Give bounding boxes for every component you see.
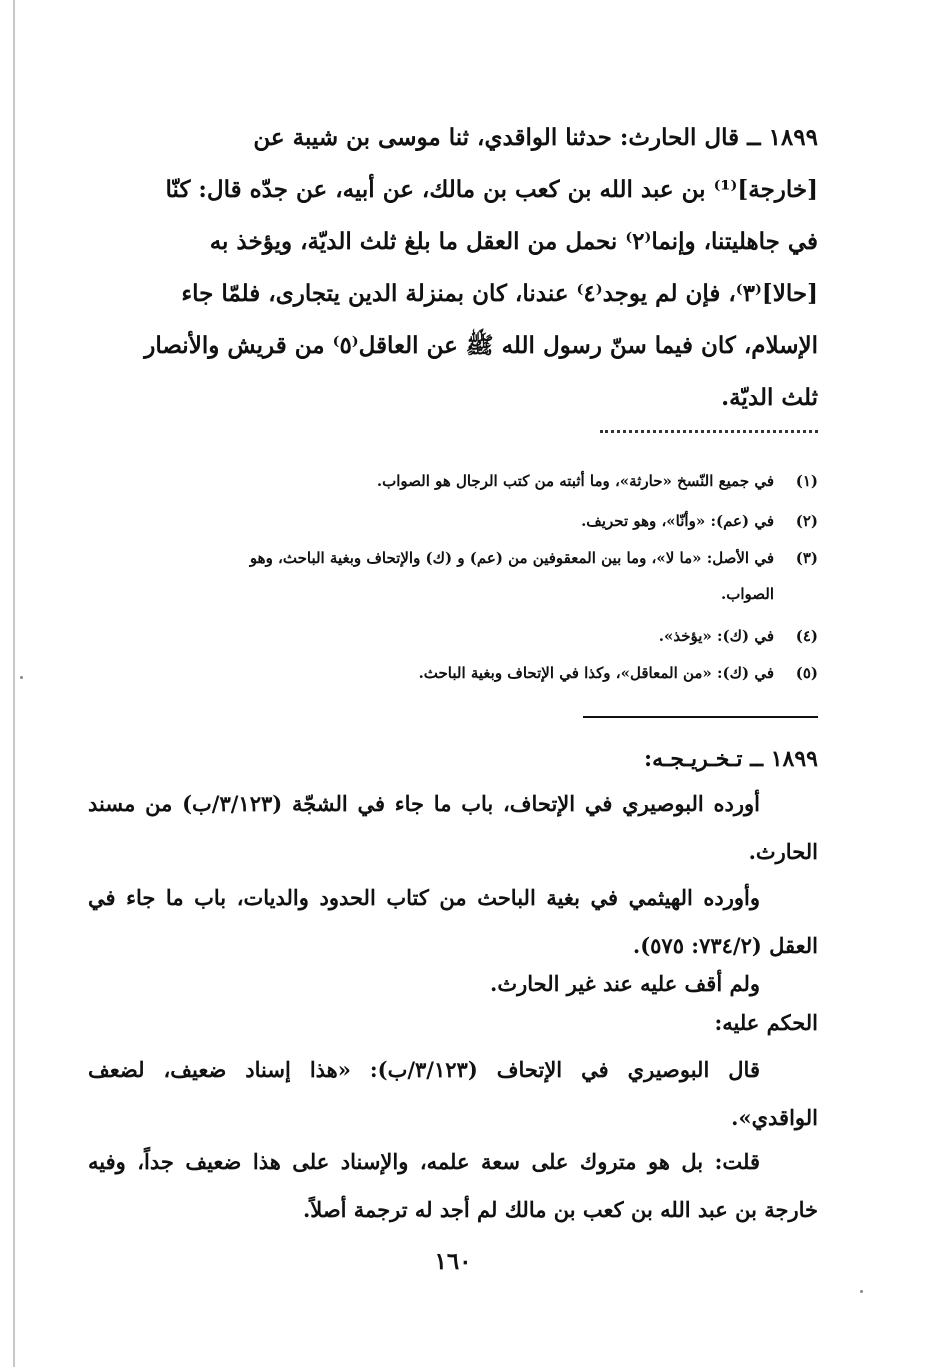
footnote-text: في (ك): «من المعاقل»، وكذا في الإتحاف وبغية الباحث. [418,664,774,682]
hadith-text [88,112,818,424]
hadith-line: في جاهليتنا، وإنما⁽٢⁾ نحمل من العقل ما بلغ ثلث الديّة، ويؤخذ به [209,228,818,255]
scan-margin-line [13,0,15,1367]
footnote-separator [600,430,818,445]
footnote-number: (١) [795,472,818,490]
takhrij-paragraph: وأورده الهيثمي في بغية الباحث من كتاب الحدود والديات، باب ما جاء في العقل (٧٣٤/٢: ٥٧٥). [88,885,818,958]
scan-speck [860,1290,863,1293]
hukm-paragraph: قال البوصيري في الإتحاف (٣/١٢٣/ب): «هذا إسناد ضعيف، لضعف الواقدي». [88,1057,818,1130]
book-page [88,0,818,1367]
footnote-number: (٤) [795,627,818,645]
footnote-continuation: الصواب. [720,585,774,603]
footnote [88,469,818,493]
footnote-text: في (عم): «وأنّا»، وهو تحريف. [581,512,774,530]
hadith-line: [خارجة]⁽¹⁾ بن عبد الله بن كعب بن مالك، عن أبيه، عن جدّه قال: كنّا [165,176,818,203]
takhrij-paragraph: أورده البوصيري في الإتحاف، باب ما جاء في الشجّة (٣/١٢٣/ب) من مسند الحارث. [88,791,818,864]
footnote-text: في الأصل: «ما لا»، وما بين المعقوفين من (عم) و (ك) والإتحاف وبغية الباحث، وهو [249,549,774,567]
footnote [88,509,818,533]
footnote [88,661,818,685]
hadith-line: الإسلام، كان فيما سنّ رسول الله ﷺ عن العاقل⁽٥⁾ من قريش والأنصار [144,332,818,359]
hukm-text: بل هو متروك على سعة علمه، والإسناد على هذا ضعيف جداً، وفيه خارجة بن عبد الله بن كعب بن مالك لم أجد له ترجمة أصلاً. [88,1149,818,1222]
takhrij-heading: ١٨٩٩ ــ تـخـريـجـه: [644,746,818,772]
hadith-line: [حالا]⁽٣⁾، فإن لم يوجد⁽٤⁾ عندنا، كان بمنزلة الدين يتجارى، فلمّا جاء [181,280,818,307]
footnote [88,546,818,606]
hukm-lead: قلت: [714,1149,761,1174]
scan-speck [20,676,23,679]
footnote-text: في (ك): «يؤخذ». [658,627,774,645]
hukm-heading: الحكم عليه: [714,1010,818,1035]
footnote-number: (٢) [795,512,818,530]
footnote-text: في جميع النّسخ «حارثة»، وما أثبته من كتب الرجال هو الصواب. [376,472,774,490]
page-number: ١٦٠ [434,1248,472,1275]
footnote-number: (٥) [795,664,818,682]
hadith-line: ١٨٩٩ ــ قال الحارث: حدثنا الواقدي، ثنا موسى بن شيبة عن [253,124,818,151]
footnote [88,624,818,648]
takhrij-paragraph: ولم أقف عليه عند غير الحارث. [490,971,760,996]
section-rule [583,716,818,718]
hukm-paragraph [88,1138,818,1234]
footnote-number: (٣) [795,549,818,567]
hadith-line: ثلث الديّة. [721,384,818,411]
